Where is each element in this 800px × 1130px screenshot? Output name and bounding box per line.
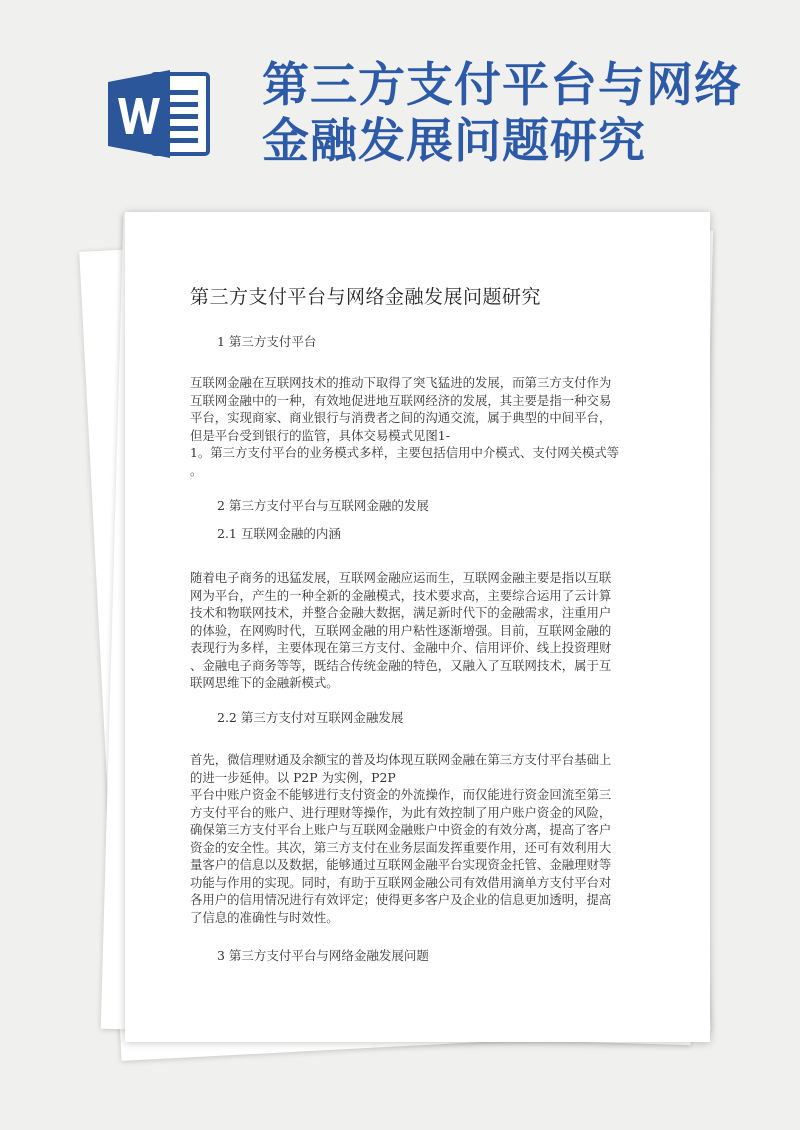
paragraph-line: 但是平台受到银行的监管，具体交易模式见图1-: [190, 427, 450, 443]
paragraph-line: 了信息的准确性与时效性。: [190, 909, 339, 925]
section-heading-2-1: 2.1 互联网金融的内涵: [217, 526, 341, 541]
paragraph-line: 确保第三方支付平台上账户与互联网金融账户中资金的有效分离，提高了客户: [190, 822, 612, 837]
paragraph-line: 的体验，在网购时代，互联网金融的用户粘性逐渐增强。目前，互联网金融的: [190, 622, 612, 638]
paragraph-line: 量客户的信息以及数据，能够通过互联网金融平台实现资金托管、金融理财等: [190, 857, 612, 872]
paragraph-line: 互联网金融在互联网技术的推动下取得了突飞猛进的发展，而第三方支付作为: [190, 375, 612, 390]
paragraph-line: 各用户的信用情况进行有效评定；使得更多客户及企业的信息更加透明，提高: [190, 892, 612, 907]
paragraph-1: [190, 374, 635, 479]
paragraph-line: 网为平台，产生的一种全新的金融模式，技术要求高，主要综合运用了云计算: [190, 587, 612, 603]
section-heading-3: 3 第三方支付平台与网络金融发展问题: [217, 948, 429, 963]
paragraph-line: 平台中账户资金不能够进行支付资金的外流操作，而仅能进行资金回流至第三: [190, 787, 612, 802]
paragraph-line: 技术和物联网技术，并整合金融大数据，满足新时代下的金融需求，注重用户: [190, 605, 612, 620]
paragraph-3: [190, 751, 635, 926]
paragraph-line: 、金融电子商务等等，既结合传统金融的特色，又融入了互联网技术，属于互: [190, 657, 612, 673]
paragraph-line: 随着电子商务的迅猛发展，互联网金融应运而生，互联网金融主要是指以互联: [190, 570, 612, 585]
paragraph-line: 资金的安全性。其次，第三方支付在业务层面发挥重要作用，还可有效利用大: [190, 839, 612, 855]
paragraph-line: 互联网金融中的一种，有效地促进地互联网经济的发展，其主要是指一种交易: [190, 392, 612, 408]
paragraph-line: 平台，实现商家、商业银行与消费者之间的沟通交流，属于典型的中间平台，: [190, 410, 612, 425]
paragraph-line: 的进一步延伸。以 P2P 为实例，P2P: [190, 769, 396, 785]
paragraph-line: 表现行为多样，主要体现在第三方支付、金融中介、信用评价、线上投资理财: [190, 640, 612, 655]
banner-title: 第三方支付平台与网络金融发展问题研究: [262, 58, 742, 169]
paragraph-line: 1。第三方支付平台的业务模式多样，主要包括信用中介模式、支付网关模式等: [190, 445, 620, 460]
section-heading-1: 1 第三方支付平台: [217, 334, 317, 349]
document-title: 第三方支付平台与网络金融发展问题研究: [190, 286, 542, 308]
paragraph-line: 方支付平台的账户、进行理财等操作，为此有效控制了用户账户资金的风险，: [190, 804, 612, 820]
paragraph-2: [190, 569, 635, 692]
paragraph-line: 首先，微信理财通及余额宝的普及均体现互联网金融在第三方支付平台基础上: [190, 752, 612, 767]
document-page: [125, 212, 710, 1042]
section-heading-2-2: 2.2 第三方支付对互联网金融发展: [217, 710, 404, 725]
paragraph-line: 功能与作用的实现。同时，有助于互联网金融公司有效借用滴单方支付平台对: [190, 874, 612, 890]
word-document-icon: [108, 68, 212, 160]
banner: [0, 0, 800, 230]
section-heading-2: 2 第三方支付平台与互联网金融的发展: [217, 498, 429, 513]
paragraph-line: 。: [190, 462, 203, 478]
paragraph-line: 联网思维下的金融新模式。: [190, 675, 339, 690]
